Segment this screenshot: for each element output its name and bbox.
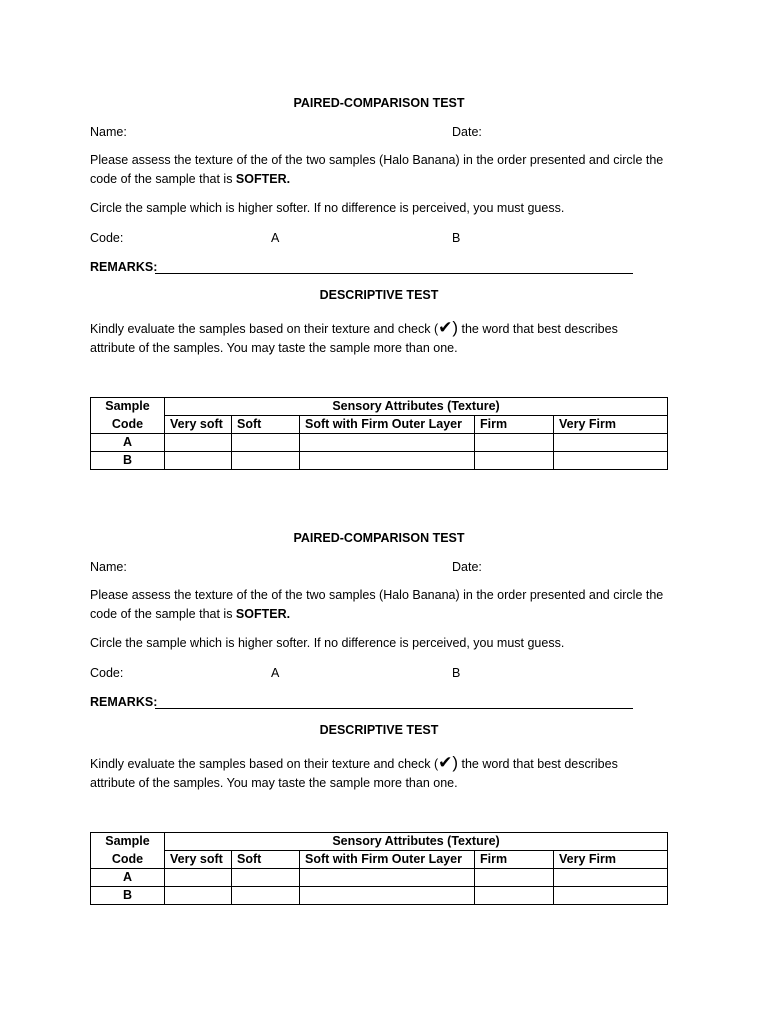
column-header-soft-firm-outer: Soft with Firm Outer Layer	[300, 416, 475, 434]
check-cell[interactable]	[165, 452, 232, 470]
group-header: Sensory Attributes (Texture)	[165, 398, 668, 416]
descriptive-text-rest: the word that best describes attribute of the samples. You may taste the sample more than one.	[90, 757, 618, 790]
table-header-row	[91, 398, 668, 416]
code-label: Code:	[90, 231, 124, 245]
instruction-emphasis: SOFTER.	[235, 172, 291, 186]
instruction-text: Please assess the texture of the of the two samples (Halo Banana) in the order presented and circle the code of the sample that is	[90, 588, 664, 621]
column-header-very-firm: Very Firm	[554, 851, 668, 869]
code-row	[90, 664, 668, 682]
instruction-paragraph	[90, 151, 672, 189]
row-label-b: B	[91, 887, 165, 905]
column-header-firm: Firm	[475, 851, 554, 869]
table-subheader-row	[91, 851, 668, 869]
column-header-very-soft: Very soft	[165, 416, 232, 434]
check-cell[interactable]	[300, 887, 475, 905]
check-cell[interactable]	[232, 869, 300, 887]
code-option-b[interactable]: B	[452, 666, 461, 680]
row-label-a: A	[91, 869, 165, 887]
check-cell[interactable]	[475, 434, 554, 452]
check-cell[interactable]	[165, 869, 232, 887]
table-subheader-row	[91, 416, 668, 434]
table-row	[91, 434, 668, 452]
sample-header: Sample	[91, 398, 165, 416]
check-cell[interactable]	[300, 869, 475, 887]
column-header-very-firm: Very Firm	[554, 416, 668, 434]
sensory-attributes-table	[90, 397, 668, 470]
check-cell[interactable]	[165, 887, 232, 905]
guess-instruction: Circle the sample which is higher softer. If no difference is perceived, you must guess.	[90, 201, 565, 215]
remarks-line[interactable]	[155, 708, 633, 709]
instruction-emphasis: SOFTER.	[235, 607, 291, 621]
form-title: PAIRED-COMPARISON TEST	[293, 96, 465, 110]
remarks-row	[90, 693, 668, 711]
name-label: Name:	[90, 560, 127, 574]
code-header: Code	[91, 851, 165, 869]
column-header-firm: Firm	[475, 416, 554, 434]
check-cell[interactable]	[475, 887, 554, 905]
row-label-a: A	[91, 434, 165, 452]
code-header: Code	[91, 416, 165, 434]
check-cell[interactable]	[475, 452, 554, 470]
remarks-label: REMARKS:	[90, 260, 158, 274]
descriptive-instruction	[90, 318, 638, 358]
column-header-very-soft: Very soft	[165, 851, 232, 869]
check-cell[interactable]	[165, 434, 232, 452]
remarks-line[interactable]	[155, 273, 633, 274]
check-cell[interactable]	[554, 434, 668, 452]
check-cell[interactable]	[475, 869, 554, 887]
check-cell[interactable]	[554, 869, 668, 887]
code-option-b[interactable]: B	[452, 231, 461, 245]
descriptive-title: DESCRIPTIVE TEST	[319, 288, 439, 302]
sensory-attributes-table	[90, 832, 668, 905]
descriptive-text-rest: the word that best describes attribute of the samples. You may taste the sample more than one.	[90, 322, 618, 355]
sample-header: Sample	[91, 833, 165, 851]
form-title: PAIRED-COMPARISON TEST	[293, 531, 465, 545]
row-label-b: B	[91, 452, 165, 470]
code-option-a[interactable]: A	[271, 666, 280, 680]
check-cell[interactable]	[232, 452, 300, 470]
check-cell[interactable]	[554, 887, 668, 905]
group-header: Sensory Attributes (Texture)	[165, 833, 668, 851]
check-cell[interactable]	[554, 452, 668, 470]
code-row	[90, 229, 668, 247]
check-cell[interactable]	[300, 452, 475, 470]
guess-instruction: Circle the sample which is higher softer. If no difference is perceived, you must guess.	[90, 636, 565, 650]
table-row	[91, 887, 668, 905]
checkmark-icon: ✔)	[438, 318, 459, 337]
remarks-row	[90, 258, 668, 276]
descriptive-instruction	[90, 753, 638, 793]
instruction-text: Please assess the texture of the of the two samples (Halo Banana) in the order presented and circle the code of the sample that is	[90, 153, 664, 186]
table-row	[91, 452, 668, 470]
code-label: Code:	[90, 666, 124, 680]
date-label: Date:	[452, 125, 482, 139]
name-date-row	[90, 123, 668, 141]
check-cell[interactable]	[232, 434, 300, 452]
code-option-a[interactable]: A	[271, 231, 280, 245]
table-header-row	[91, 833, 668, 851]
column-header-soft-firm-outer: Soft with Firm Outer Layer	[300, 851, 475, 869]
descriptive-text: Kindly evaluate the samples based on their texture and check (	[90, 757, 439, 771]
date-label: Date:	[452, 560, 482, 574]
check-cell[interactable]	[300, 434, 475, 452]
checkmark-icon: ✔)	[438, 753, 459, 772]
name-date-row	[90, 558, 668, 576]
table-row	[91, 869, 668, 887]
check-cell[interactable]	[232, 887, 300, 905]
descriptive-title: DESCRIPTIVE TEST	[319, 723, 439, 737]
instruction-paragraph	[90, 586, 672, 624]
column-header-soft: Soft	[232, 416, 300, 434]
column-header-soft: Soft	[232, 851, 300, 869]
descriptive-text: Kindly evaluate the samples based on their texture and check (	[90, 322, 439, 336]
name-label: Name:	[90, 125, 127, 139]
remarks-label: REMARKS:	[90, 695, 158, 709]
